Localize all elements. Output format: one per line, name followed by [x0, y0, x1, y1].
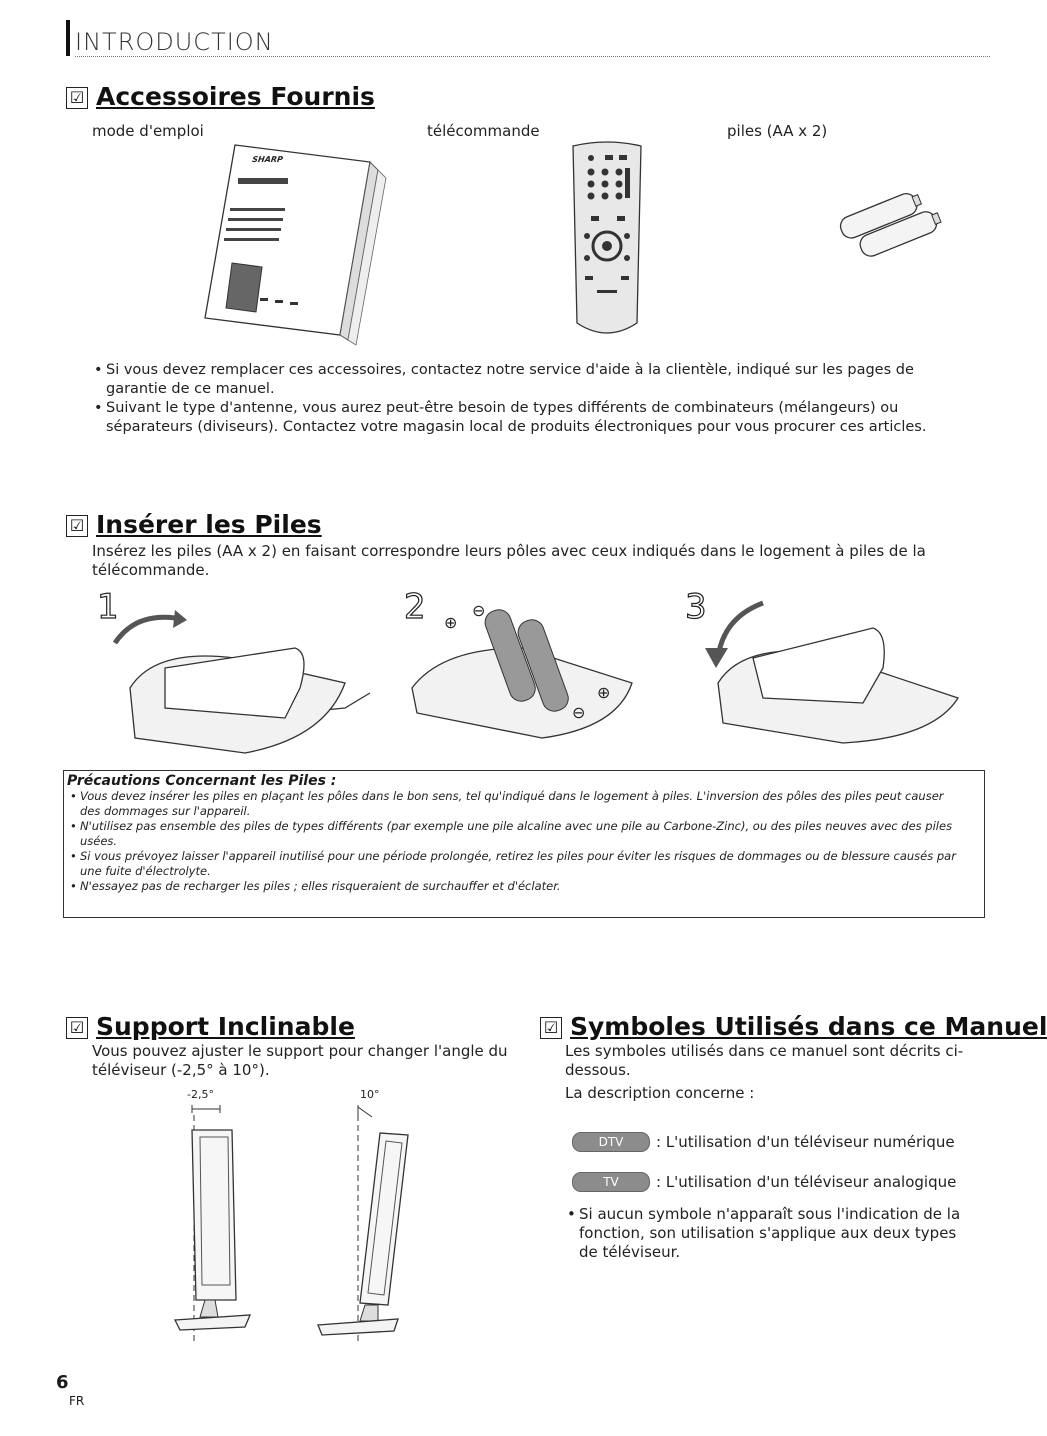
- manual-illustration: [200, 140, 400, 340]
- symbol-row-tv: [572, 1172, 956, 1192]
- support-text: Vous pouvez ajuster le support pour changer l'angle du téléviseur (-2,5° à 10°).: [92, 1042, 508, 1079]
- step-3-illustration: [683, 588, 973, 758]
- section-title-batteries: [66, 510, 322, 539]
- batteries-intro: Insérez les piles (AA x 2) en faisant correspondre leurs pôles avec ceux indiqués dans le logement à piles de la télécommande.: [92, 542, 926, 579]
- precautions-list: [64, 789, 964, 894]
- step-number-1: 1: [97, 587, 119, 627]
- list-item: • Si aucun symbole n'apparaît sous l'indication de la fonction, son utilisation s'applique aux deux types de téléviseur.: [565, 1205, 975, 1262]
- batteries-title-text: Insérer les Piles: [96, 510, 322, 539]
- step-1-illustration: [95, 588, 375, 758]
- polarity-plus-icon: ⊕: [444, 613, 458, 632]
- polarity-minus-icon: ⊖: [572, 703, 586, 722]
- manual-logo-text: SHARP: [251, 155, 284, 164]
- list-item: • Suivant le type d'antenne, vous aurez peut-être besoin de types différents de combinateurs (mélangeurs) ou séparateurs (diviseurs). Contactez votre magasin local de produits électroniques pour vous procurer ces articles.: [92, 399, 952, 437]
- checkbox-icon: ☑: [66, 87, 88, 109]
- symbol-desc: : L'utilisation d'un téléviseur numérique: [656, 1133, 955, 1151]
- page-language: FR: [69, 1394, 85, 1408]
- symbols-note-list: [565, 1205, 975, 1262]
- dtv-badge: DTV: [572, 1132, 650, 1152]
- precautions-title: Précautions Concernant les Piles :: [67, 773, 337, 789]
- list-item: • N'essayez pas de recharger les piles ; elles risqueraient de surchauffer et d'éclater.: [64, 879, 964, 894]
- list-item: • Vous devez insérer les piles en plaçant les pôles dans le bon sens, tel qu'indiqué dans le logement à piles. L'inversion des pôles des piles peut causer des dommages sur l'appareil.: [64, 789, 964, 819]
- checkbox-icon: ☑: [66, 515, 88, 537]
- tv-badge: TV: [572, 1172, 650, 1192]
- symbol-desc: : L'utilisation d'un téléviseur analogique: [656, 1173, 957, 1191]
- accessories-title-text: Accessoires Fournis: [96, 82, 375, 111]
- list-item: • Si vous prévoyez laisser l'appareil inutilisé pour une période prolongée, retirez les piles pour éviter les risques de dommages ou de blessure causés par une fuite d'électrolyte.: [64, 849, 964, 879]
- symbols-title-text: Symboles Utilisés dans ce Manuel: [570, 1012, 1047, 1041]
- batteries-illustration: [828, 183, 958, 263]
- checkbox-icon: ☑: [540, 1017, 562, 1039]
- checkbox-icon: ☑: [66, 1017, 88, 1039]
- step-number-3: 3: [685, 587, 707, 627]
- tv-tilt-left-illustration: [170, 1085, 270, 1345]
- page-number: 6: [56, 1372, 69, 1393]
- precautions-box: [63, 770, 985, 918]
- header-bar: [66, 20, 70, 56]
- symbols-intro: Les symboles utilisés dans ce manuel sont décrits ci-dessous.: [565, 1042, 964, 1079]
- list-item: • N'utilisez pas ensemble des piles de types différents (par exemple une pile alcaline avec une pile au Carbone-Zinc), ou des piles neuves avec des piles usées.: [64, 819, 964, 849]
- polarity-plus-icon: ⊕: [597, 683, 611, 702]
- symbol-row-dtv: [572, 1132, 955, 1152]
- accessory-label-manual: mode d'emploi: [92, 122, 204, 140]
- page-header-title: INTRODUCTION: [75, 28, 274, 56]
- accessories-notes-list: [92, 361, 952, 437]
- remote-illustration: [567, 138, 647, 343]
- section-title-accessories: [66, 82, 375, 111]
- section-title-support: [66, 1012, 355, 1041]
- polarity-minus-icon: ⊖: [472, 601, 486, 620]
- header-rule: [75, 56, 990, 57]
- accessory-label-remote: télécommande: [427, 122, 540, 140]
- support-title-text: Support Inclinable: [96, 1012, 355, 1041]
- step-2-illustration: [402, 588, 682, 758]
- angle-left-label: -2,5°: [187, 1088, 214, 1101]
- accessory-label-batteries: piles (AA x 2): [727, 122, 828, 140]
- list-item: • Si vous devez remplacer ces accessoires, contactez notre service d'aide à la clientèle, indiqué sur les pages de garantie de ce manuel.: [92, 361, 952, 399]
- step-number-2: 2: [404, 587, 426, 627]
- tv-tilt-right-illustration: [310, 1085, 410, 1345]
- symbols-lead: La description concerne :: [565, 1084, 755, 1102]
- angle-right-label: 10°: [360, 1088, 380, 1101]
- section-title-symbols: [540, 1012, 1047, 1041]
